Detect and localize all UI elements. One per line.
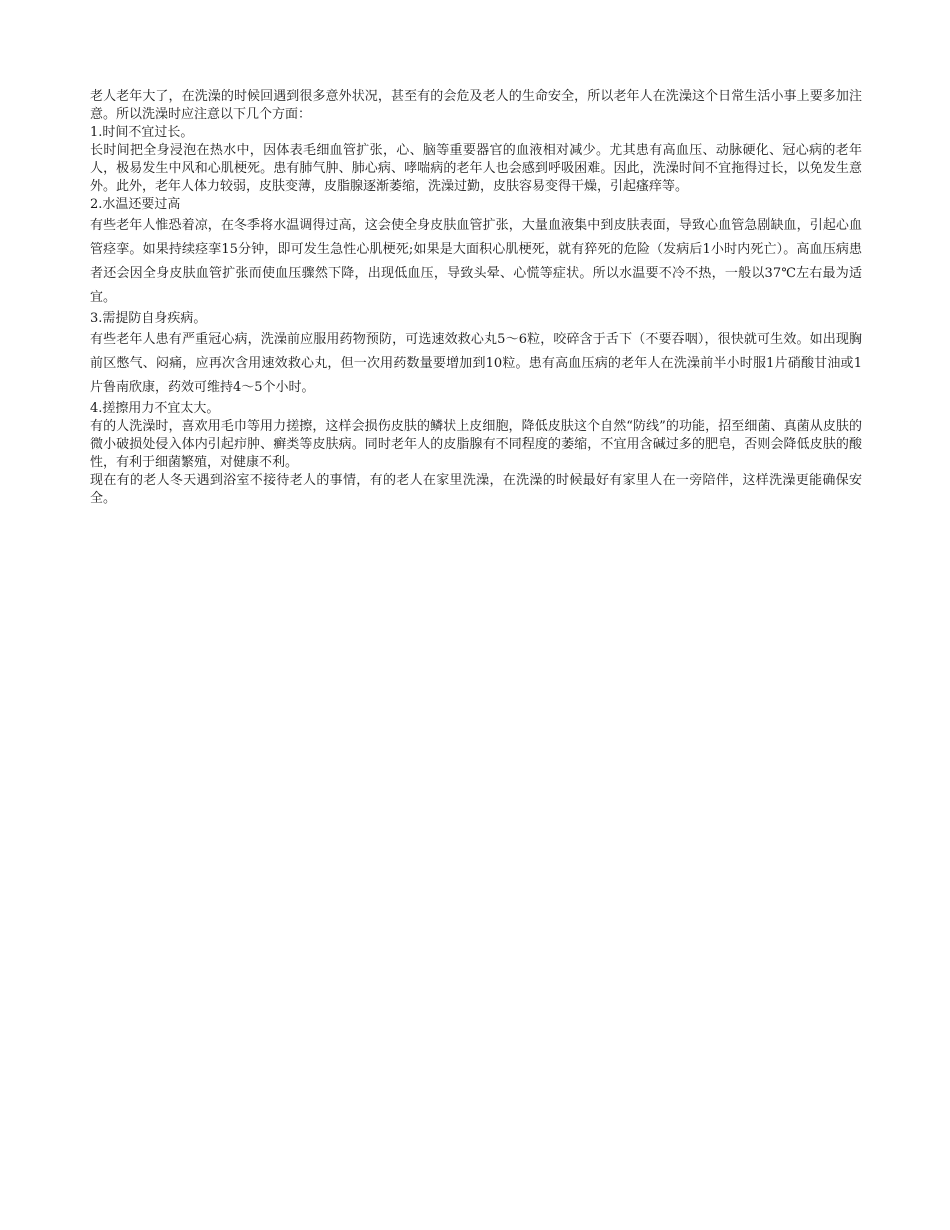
section-body-1: 长时间把全身浸泡在热水中，因体表毛细血管扩张，心、脑等重要器官的血液相对减少。尤其患有高血压、动脉硬化、冠心病的老年人，极易发生中风和心肌梗死。患有肺气肿、肺心病、哮喘病的老年人也会感到呼吸困难。因此，洗澡时间不宜拖得过长，以免发生意外。此外，老年人体力较弱，皮肤变薄，皮脂腺逐渐萎缩，洗澡过勤，皮肤容易变得干燥，引起瘙痒等。 — [90, 143, 862, 194]
section-heading-1: 1.时间不宜过长。 — [90, 125, 194, 140]
section-body-2: 有些老年人惟恐着凉，在冬季将水温调得过高，这会使全身皮肤血管扩张，大量血液集中到皮肤表面，导致心血管急剧缺血，引起心血管痉挛。如果持续痉挛15分钟，即可发生急性心肌梗死;如果是大面积心肌梗死，就有猝死的危险（发病后1小时内死亡）。高血压病患者还会因全身皮肤血管扩张而使血压骤然下降，出现低血压，导致头晕、心慌等症状。所以水温要不冷不热，一般以37℃左右最为适宜。 — [90, 218, 862, 305]
section-body-3: 有些老年人患有严重冠心病，洗澡前应服用药物预防，可选速效救心丸5～6粒，咬碎含于舌下（不要吞咽），很快就可生效。如出现胸前区憋气、闷痛，应再次含用速效救心丸，但一次用药数量要增加到10粒。患有高血压病的老年人在洗澡前半小时服1片硝酸甘油或1片鲁南欣康，药效可维持4～5个小时。 — [90, 332, 862, 395]
intro-paragraph: 老人老年大了，在洗澡的时候回遇到很多意外状况，甚至有的会危及老人的生命安全，所以老年人在洗澡这个日常生活小事上要多加注意。所以洗澡时应注意以下几个方面： — [90, 89, 862, 122]
conclusion-paragraph: 现在有的老人冬天遇到浴室不接待老人的事情，有的老人在家里洗澡，在洗澡的时候最好有家里人在一旁陪伴，这样洗澡更能确保安全。 — [90, 473, 862, 506]
document-page — [90, 88, 862, 508]
section-heading-3: 3.需提防自身疾病。 — [90, 311, 207, 326]
section-heading-2: 2.水温还要过高 — [90, 197, 181, 212]
section-heading-4: 4.搓擦用力不宜太大。 — [90, 401, 220, 416]
section-body-4: 有的人洗澡时，喜欢用毛巾等用力搓擦，这样会损伤皮肤的鳞状上皮细胞，降低皮肤这个自然“防线”的功能，招至细菌、真菌从皮肤的微小破损处侵入体内引起疖肿、癣类等皮肤病。同时老年人的皮脂腺有不同程度的萎缩，不宜用含碱过多的肥皂，否则会降低皮肤的酸性，有利于细菌繁殖，对健康不利。 — [90, 419, 862, 470]
